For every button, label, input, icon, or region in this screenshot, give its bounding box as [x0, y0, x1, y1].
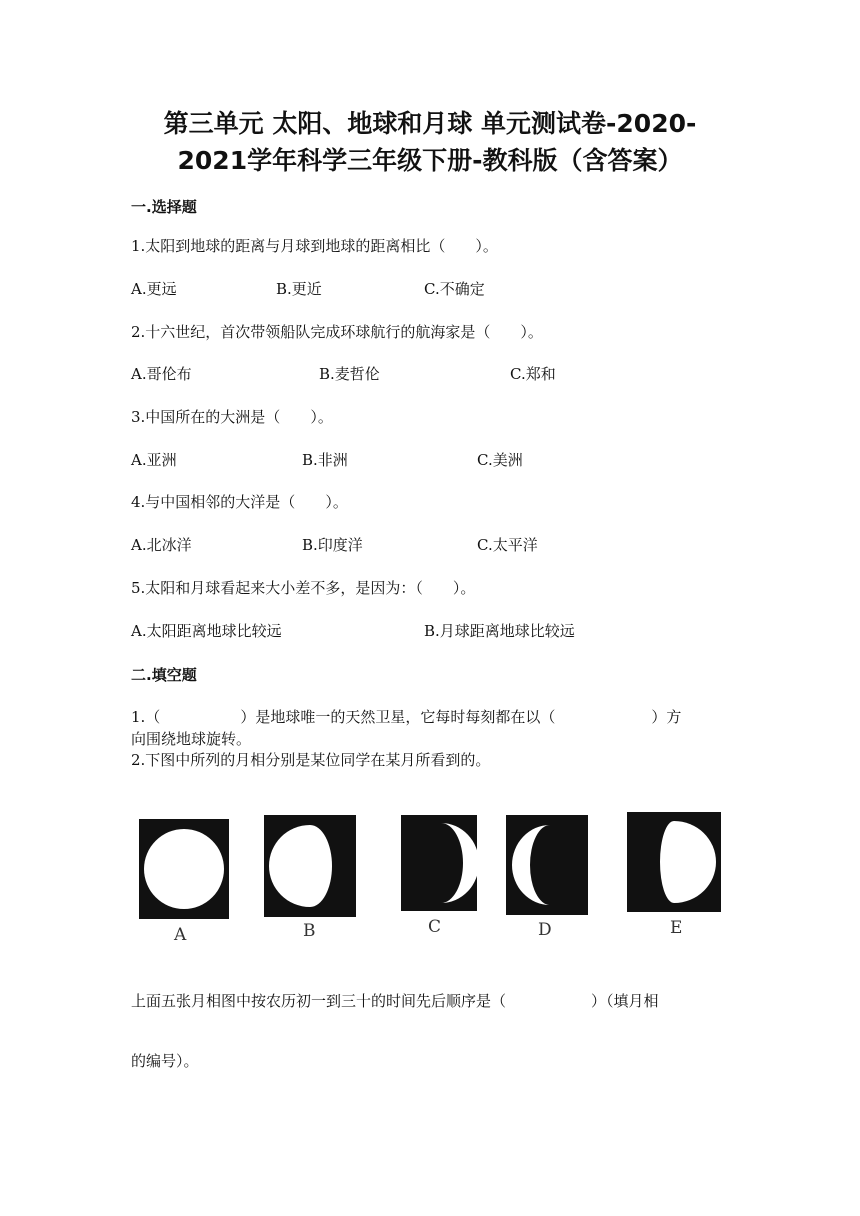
fill-question-1-line1: [131, 707, 681, 727]
q1-option-b: B.更近: [276, 280, 322, 298]
q3-option-c: C.美洲: [477, 451, 523, 469]
question-2: 2.十六世纪，首次带领船队完成环球航行的航海家是（ ）。: [131, 323, 543, 341]
fill-2-after2: ）（填月相: [591, 992, 659, 1010]
q1-option-a: A.更远: [131, 280, 177, 298]
q4-option-a: A.北冰洋: [131, 536, 192, 554]
moon-phase-d-image: [506, 815, 588, 915]
exam-title-line1: 第三单元 太阳、地球和月球 单元测试卷-2020-: [163, 109, 697, 138]
q5-option-b: B.月球距离地球比较远: [424, 622, 575, 640]
question-4: 4.与中国相邻的大洋是（ ）。: [131, 493, 348, 511]
q4-option-b: B.印度洋: [302, 536, 363, 554]
fill-question-1-line2: 向围绕地球旋转。: [131, 730, 252, 748]
moon-phase-c-image: [401, 815, 477, 911]
q2-option-c: C.郑和: [510, 365, 556, 383]
section-choice-heading: 一.选择题: [131, 198, 197, 216]
moon-phase-e-image: [627, 812, 721, 912]
moon-label-c: C: [428, 917, 442, 937]
q2-option-a: A.哥伦布: [131, 365, 192, 383]
fill-1-part3: ）方: [651, 708, 682, 726]
q3-option-a: A.亚洲: [131, 451, 177, 469]
question-1: 1.太阳到地球的距离与月球到地球的距离相比（ ）。: [131, 237, 498, 255]
moon-label-e: E: [670, 918, 683, 938]
q3-option-b: B.非洲: [302, 451, 348, 469]
q5-option-a: A.太阳距离地球比较远: [131, 622, 282, 640]
fill-2-after1: 上面五张月相图中按农历初一到三十的时间先后顺序是（: [131, 992, 507, 1010]
fill-question-2-prompt: [131, 991, 659, 1011]
exam-title-line2: 2021学年科学三年级下册-教科版（含答案）: [177, 146, 683, 175]
moon-phase-a-image: [139, 819, 229, 919]
question-3: 3.中国所在的大洲是（ ）。: [131, 408, 333, 426]
moon-label-a: A: [174, 925, 187, 945]
fill-question-2: 2.下图中所列的月相分别是某位同学在某月所看到的。: [131, 751, 491, 769]
fill-1-part2: ）是地球唯一的天然卫星，它每时每刻都在以（: [240, 708, 556, 726]
moon-label-d: D: [538, 920, 552, 940]
moon-label-b: B: [303, 921, 316, 941]
section-fill-heading: 二.填空题: [131, 666, 197, 684]
question-5: 5.太阳和月球看起来大小差不多，是因为：（ ）。: [131, 579, 476, 597]
moon-phase-b-image: [264, 815, 356, 917]
q4-option-c: C.太平洋: [477, 536, 538, 554]
fill-question-2-tail: 的编号）。: [131, 1052, 199, 1070]
q1-option-c: C.不确定: [424, 280, 485, 298]
q2-option-b: B.麦哲伦: [319, 365, 380, 383]
fill-1-part1: 1.（: [131, 708, 161, 726]
